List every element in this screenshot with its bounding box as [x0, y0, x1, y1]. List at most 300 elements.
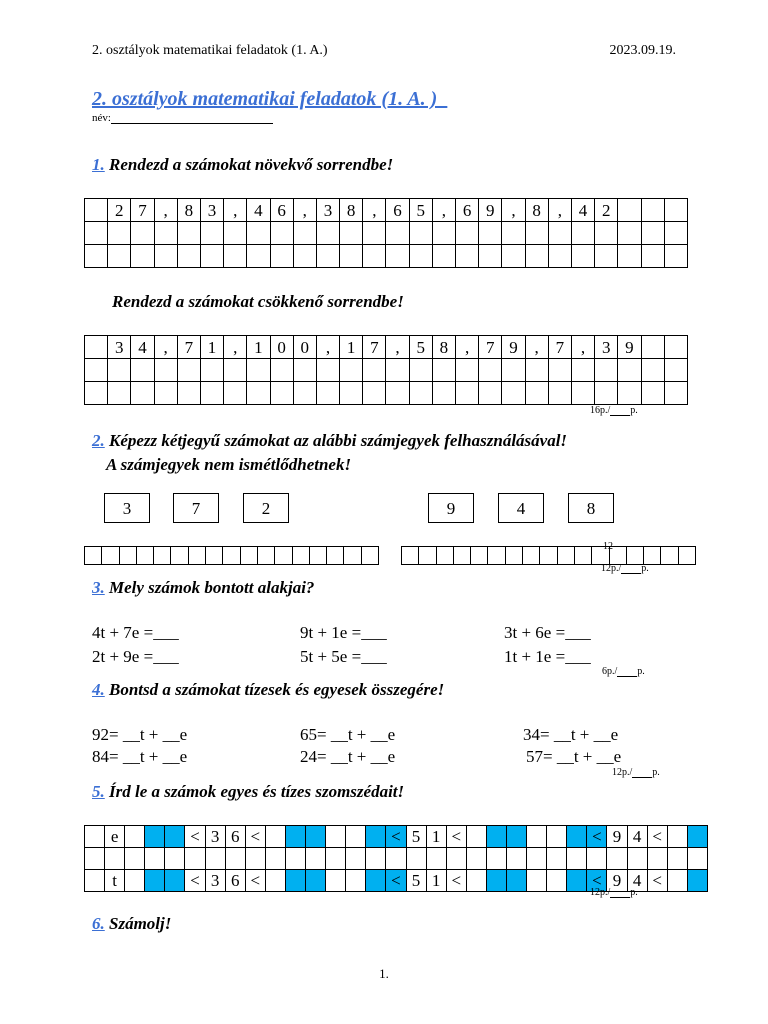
grid-cell: 1	[426, 870, 446, 892]
grid-cell[interactable]	[223, 547, 240, 565]
grid-cell: 7	[548, 336, 571, 359]
grid-cell: 3	[108, 336, 131, 359]
grid-cell[interactable]	[275, 547, 292, 565]
grid-cell[interactable]	[502, 359, 525, 382]
grid-cell[interactable]	[224, 245, 247, 268]
grid-cell[interactable]	[502, 222, 525, 245]
grid-cell[interactable]	[386, 848, 406, 870]
task1-points	[590, 405, 638, 416]
grid-cell[interactable]	[571, 245, 594, 268]
grid-cell[interactable]	[502, 245, 525, 268]
grid-cell[interactable]	[205, 848, 225, 870]
grid-cell[interactable]	[527, 848, 547, 870]
grid-cell[interactable]	[125, 848, 145, 870]
grid-cell: 2	[595, 199, 618, 222]
grid-cell[interactable]	[363, 245, 386, 268]
grid-cell[interactable]	[664, 359, 687, 382]
grid-row	[85, 848, 708, 870]
grid-cell[interactable]	[627, 848, 647, 870]
grid-cell[interactable]	[432, 222, 455, 245]
grid-cell[interactable]	[641, 222, 664, 245]
grid-cell: 8	[432, 336, 455, 359]
grid-cell[interactable]	[419, 547, 436, 565]
task2-points-unit: p.	[641, 563, 649, 574]
grid-cell[interactable]	[270, 222, 293, 245]
task4-heading	[92, 680, 444, 700]
grid-cell: 8	[177, 199, 200, 222]
grid-cell[interactable]	[647, 848, 667, 870]
grid-cell[interactable]	[664, 382, 687, 405]
name-label: név:	[92, 112, 111, 124]
grid-cell[interactable]	[306, 848, 326, 870]
task4-points-unit: p.	[652, 767, 660, 778]
grid-row	[85, 336, 688, 359]
grid-cell[interactable]	[466, 848, 486, 870]
grid-cell[interactable]	[626, 547, 643, 565]
grid-cell	[366, 870, 386, 892]
grid-cell: <	[647, 870, 667, 892]
grid-cell	[687, 826, 707, 848]
grid-cell[interactable]	[456, 382, 479, 405]
grid-cell[interactable]	[567, 848, 587, 870]
grid-cell	[547, 870, 567, 892]
grid-cell: 5	[406, 826, 426, 848]
grid-cell: <	[386, 826, 406, 848]
grid-cell	[306, 870, 326, 892]
grid-cell[interactable]	[479, 245, 502, 268]
grid-cell	[125, 826, 145, 848]
grid-cell[interactable]	[177, 382, 200, 405]
task1-heading-2: Rendezd a számokat csökkenő sorrendbe!	[112, 292, 404, 311]
grid-cell[interactable]	[548, 245, 571, 268]
task2-line2: A számjegyek nem ismétlődhetnek!	[106, 455, 352, 474]
task4-number: 4.	[92, 680, 105, 699]
grid-cell[interactable]	[145, 848, 165, 870]
name-blank[interactable]	[111, 113, 273, 124]
name-field[interactable]	[92, 112, 273, 124]
grid-cell: ,	[154, 199, 177, 222]
grid-cell[interactable]	[165, 848, 185, 870]
grid-cell: 4	[247, 199, 270, 222]
grid-cell[interactable]	[154, 222, 177, 245]
grid-cell	[486, 870, 506, 892]
grid-cell[interactable]	[293, 382, 316, 405]
grid-cell	[667, 870, 687, 892]
grid-cell: 1	[426, 826, 446, 848]
grid-cell: e	[105, 826, 125, 848]
grid-cell[interactable]	[154, 382, 177, 405]
grid-cell[interactable]	[108, 245, 131, 268]
grid-cell[interactable]	[245, 848, 265, 870]
grid-cell[interactable]	[270, 359, 293, 382]
grid-cell[interactable]	[177, 222, 200, 245]
grid-cell[interactable]	[108, 222, 131, 245]
grid-cell[interactable]	[409, 382, 432, 405]
grid-cell: ,	[386, 336, 409, 359]
grid-cell: 9	[502, 336, 525, 359]
grid-cell	[285, 826, 305, 848]
grid-cell	[145, 826, 165, 848]
digit-box: 4	[498, 493, 544, 523]
grid-cell	[85, 336, 108, 359]
grid-cell[interactable]	[664, 222, 687, 245]
grid-cell[interactable]	[402, 547, 419, 565]
grid-cell	[265, 826, 285, 848]
grid-cell: 7	[479, 336, 502, 359]
grid-cell[interactable]	[523, 547, 540, 565]
grid-cell[interactable]	[548, 222, 571, 245]
grid-cell: 3	[205, 870, 225, 892]
grid-cell[interactable]	[386, 222, 409, 245]
grid-cell	[346, 870, 366, 892]
grid-cell: 6	[270, 199, 293, 222]
grid-cell[interactable]	[618, 245, 641, 268]
grid-cell: 8	[340, 199, 363, 222]
grid-cell: 5	[409, 336, 432, 359]
grid-cell[interactable]	[409, 245, 432, 268]
grid-cell[interactable]	[293, 245, 316, 268]
digit-box: 9	[428, 493, 474, 523]
grid-cell: <	[587, 870, 607, 892]
grid-cell[interactable]	[525, 359, 548, 382]
grid-cell[interactable]	[108, 382, 131, 405]
grid-cell[interactable]	[595, 382, 618, 405]
grid-cell[interactable]	[456, 359, 479, 382]
grid-cell[interactable]	[479, 359, 502, 382]
grid-cell[interactable]	[363, 382, 386, 405]
grid-cell[interactable]	[131, 245, 154, 268]
grid-cell[interactable]	[293, 359, 316, 382]
grid-cell: 9	[479, 199, 502, 222]
grid-cell[interactable]	[667, 848, 687, 870]
grid-cell[interactable]	[85, 848, 105, 870]
grid-cell[interactable]	[446, 848, 466, 870]
grid-cell[interactable]	[136, 547, 153, 565]
grid-cell: <	[386, 870, 406, 892]
grid-cell[interactable]	[131, 359, 154, 382]
task5-points	[590, 887, 638, 898]
grid-cell[interactable]	[293, 222, 316, 245]
grid-cell[interactable]	[363, 359, 386, 382]
task4-item: 65= __t + __e	[300, 725, 396, 744]
task4-item: 92= __t + __e	[92, 725, 188, 744]
grid-cell[interactable]	[85, 245, 108, 268]
task3-item: 9t + 1e =___	[300, 623, 387, 642]
grid-cell	[486, 826, 506, 848]
grid-cell	[306, 826, 326, 848]
grid-row	[85, 359, 688, 382]
grid-cell[interactable]	[506, 848, 526, 870]
grid-cell: <	[245, 826, 265, 848]
grid-cell[interactable]	[361, 547, 378, 565]
grid-cell[interactable]	[247, 245, 270, 268]
grid-cell[interactable]	[85, 359, 108, 382]
digit-box: 7	[173, 493, 219, 523]
grid-cell[interactable]	[206, 547, 223, 565]
grid-cell[interactable]	[525, 245, 548, 268]
task1-points-label: 16p./	[590, 405, 611, 416]
grid-cell[interactable]	[270, 382, 293, 405]
grid-row	[85, 382, 688, 405]
task4-item: 24= __t + __e	[300, 747, 396, 766]
grid-cell[interactable]	[587, 848, 607, 870]
grid-cell[interactable]	[595, 245, 618, 268]
grid-cell[interactable]	[316, 222, 339, 245]
task2-number: 2.	[92, 431, 105, 450]
grid-cell[interactable]	[340, 245, 363, 268]
grid-cell[interactable]	[340, 222, 363, 245]
page-title: 2. osztályok matematikai feladatok (1. A. )	[92, 88, 448, 110]
grid-cell[interactable]	[240, 547, 257, 565]
grid-cell[interactable]	[316, 245, 339, 268]
task5-heading	[92, 782, 404, 802]
grid-cell[interactable]	[171, 547, 188, 565]
grid-cell[interactable]	[641, 359, 664, 382]
grid-cell[interactable]	[154, 547, 171, 565]
grid-cell[interactable]	[540, 547, 557, 565]
grid-cell[interactable]	[432, 382, 455, 405]
grid-cell[interactable]	[502, 382, 525, 405]
grid-cell[interactable]	[85, 222, 108, 245]
grid-cell[interactable]	[177, 245, 200, 268]
grid-cell[interactable]	[525, 222, 548, 245]
grid-cell[interactable]	[574, 547, 591, 565]
grid-cell[interactable]	[687, 848, 707, 870]
grid-cell[interactable]	[224, 222, 247, 245]
grid-cell[interactable]	[340, 382, 363, 405]
grid-cell: <	[587, 826, 607, 848]
digit-box: 3	[104, 493, 150, 523]
grid-cell: 2	[108, 199, 131, 222]
grid-cell[interactable]	[618, 359, 641, 382]
grid-cell[interactable]	[225, 848, 245, 870]
grid-cell[interactable]	[386, 359, 409, 382]
grid-cell[interactable]	[85, 547, 102, 565]
grid-cell[interactable]	[571, 359, 594, 382]
grid-cell[interactable]	[641, 245, 664, 268]
grid-cell[interactable]	[309, 547, 326, 565]
grid-cell[interactable]	[453, 547, 470, 565]
grid-row	[402, 547, 696, 565]
grid-cell[interactable]	[426, 848, 446, 870]
grid-cell: 6	[225, 826, 245, 848]
task3-item: 2t + 9e =___	[92, 647, 179, 666]
grid-cell: 4	[627, 826, 647, 848]
grid-cell[interactable]	[224, 359, 247, 382]
grid-cell[interactable]	[185, 848, 205, 870]
grid-cell[interactable]	[488, 547, 505, 565]
grid-cell[interactable]	[479, 382, 502, 405]
task3-item: 4t + 7e =___	[92, 623, 179, 642]
grid-cell[interactable]	[105, 848, 125, 870]
task4-item: 84= __t + __e	[92, 747, 188, 766]
grid-cell[interactable]	[326, 848, 346, 870]
grid-cell: 7	[131, 199, 154, 222]
grid-cell[interactable]	[409, 359, 432, 382]
grid-cell	[125, 870, 145, 892]
grid-cell	[366, 826, 386, 848]
task1-ascending-grid	[84, 198, 688, 268]
grid-cell	[285, 870, 305, 892]
grid-cell[interactable]	[409, 222, 432, 245]
grid-cell	[346, 826, 366, 848]
grid-cell[interactable]	[257, 547, 274, 565]
grid-cell[interactable]	[664, 245, 687, 268]
grid-cell[interactable]	[119, 547, 136, 565]
grid-cell: 4	[131, 336, 154, 359]
grid-cell: 3	[316, 199, 339, 222]
grid-cell: <	[647, 826, 667, 848]
grid-cell	[618, 199, 641, 222]
grid-cell	[326, 870, 346, 892]
grid-cell[interactable]	[327, 547, 344, 565]
task2-answer-grid-right	[401, 546, 696, 565]
grid-cell[interactable]	[154, 359, 177, 382]
grid-cell[interactable]	[432, 245, 455, 268]
task3-text: Mely számok bontott alakjai?	[104, 578, 315, 597]
grid-cell	[165, 826, 185, 848]
grid-cell[interactable]	[200, 222, 223, 245]
grid-cell[interactable]	[456, 245, 479, 268]
grid-cell[interactable]	[618, 382, 641, 405]
grid-cell	[506, 826, 526, 848]
grid-cell[interactable]	[363, 222, 386, 245]
grid-cell[interactable]	[557, 547, 574, 565]
grid-cell	[145, 870, 165, 892]
grid-cell[interactable]	[661, 547, 678, 565]
grid-cell[interactable]	[247, 359, 270, 382]
task4-points-label: 12p./	[612, 767, 633, 778]
grid-cell: 1	[200, 336, 223, 359]
grid-cell[interactable]	[154, 245, 177, 268]
grid-cell[interactable]	[344, 547, 361, 565]
grid-cell[interactable]	[224, 382, 247, 405]
grid-cell[interactable]	[406, 848, 426, 870]
grid-cell[interactable]	[618, 222, 641, 245]
points-blank[interactable]	[610, 406, 630, 416]
grid-cell: ,	[456, 336, 479, 359]
grid-cell[interactable]	[247, 222, 270, 245]
grid-cell[interactable]	[386, 245, 409, 268]
grid-cell[interactable]	[270, 245, 293, 268]
points-blank[interactable]	[621, 564, 641, 574]
grid-cell: ,	[154, 336, 177, 359]
grid-cell: 4	[627, 870, 647, 892]
page-number: 1.	[379, 966, 389, 981]
grid-cell[interactable]	[471, 547, 488, 565]
grid-cell[interactable]	[131, 222, 154, 245]
grid-cell[interactable]	[200, 359, 223, 382]
task3-item: 5t + 5e =___	[300, 647, 387, 666]
points-blank[interactable]	[617, 667, 637, 677]
grid-cell[interactable]	[571, 382, 594, 405]
grid-cell[interactable]	[108, 359, 131, 382]
grid-cell	[466, 826, 486, 848]
grid-cell: <	[446, 870, 466, 892]
grid-cell[interactable]	[595, 359, 618, 382]
grid-cell[interactable]	[505, 547, 522, 565]
grid-cell[interactable]	[644, 547, 661, 565]
grid-cell[interactable]	[285, 848, 305, 870]
grid-cell[interactable]	[316, 359, 339, 382]
grid-cell[interactable]	[85, 382, 108, 405]
grid-cell[interactable]	[571, 222, 594, 245]
task3-item: 3t + 6e =___	[504, 623, 591, 642]
grid-cell[interactable]	[340, 359, 363, 382]
grid-cell: 7	[177, 336, 200, 359]
grid-cell[interactable]	[247, 382, 270, 405]
grid-cell[interactable]	[595, 222, 618, 245]
grid-cell[interactable]	[346, 848, 366, 870]
points-blank[interactable]	[632, 768, 652, 778]
grid-cell: 1	[247, 336, 270, 359]
grid-cell	[165, 870, 185, 892]
grid-cell[interactable]	[386, 382, 409, 405]
task1-points-unit: p.	[630, 405, 638, 416]
grid-cell	[567, 870, 587, 892]
grid-cell[interactable]	[486, 848, 506, 870]
header-title: 2. osztályok matematikai feladatok (1. A.)	[92, 43, 328, 58]
grid-cell[interactable]	[102, 547, 119, 565]
grid-cell: 5	[409, 199, 432, 222]
task2-answer-grid-left	[84, 546, 379, 565]
grid-cell[interactable]	[292, 547, 309, 565]
task1-number: 1.	[92, 155, 105, 174]
grid-cell[interactable]	[525, 382, 548, 405]
task4-item: 34= __t + __e	[523, 725, 619, 744]
grid-cell[interactable]	[131, 382, 154, 405]
grid-cell[interactable]	[432, 359, 455, 382]
grid-cell[interactable]	[316, 382, 339, 405]
grid-cell: <	[185, 826, 205, 848]
grid-cell[interactable]	[188, 547, 205, 565]
grid-cell[interactable]	[456, 222, 479, 245]
grid-cell: <	[446, 826, 466, 848]
grid-cell[interactable]	[436, 547, 453, 565]
grid-cell[interactable]	[641, 382, 664, 405]
grid-cell	[506, 870, 526, 892]
task4-item: 57= __t + __e	[526, 747, 622, 766]
grid-cell	[85, 870, 105, 892]
task3-points-label: 6p./	[602, 666, 618, 677]
grid-cell	[527, 870, 547, 892]
grid-cell: 0	[270, 336, 293, 359]
grid-cell	[265, 870, 285, 892]
grid-cell[interactable]	[548, 382, 571, 405]
grid-cell[interactable]	[548, 359, 571, 382]
header-date: 2023.09.19.	[609, 43, 676, 58]
grid-row	[85, 245, 688, 268]
grid-cell: ,	[502, 199, 525, 222]
grid-cell[interactable]	[479, 222, 502, 245]
grid-cell[interactable]	[607, 848, 627, 870]
grid-cell[interactable]	[177, 359, 200, 382]
points-blank[interactable]	[610, 888, 630, 898]
task1-text: Rendezd a számokat növekvő sorrendbe!	[104, 155, 394, 174]
grid-cell[interactable]	[200, 382, 223, 405]
grid-cell[interactable]	[265, 848, 285, 870]
grid-cell: 9	[618, 336, 641, 359]
grid-cell[interactable]	[200, 245, 223, 268]
task2-points-label: 12p./	[601, 563, 622, 574]
task5-points-label: 12p./	[590, 887, 611, 898]
grid-cell: 4	[571, 199, 594, 222]
task6-number: 6.	[92, 914, 105, 933]
grid-cell: <	[245, 870, 265, 892]
grid-cell[interactable]	[366, 848, 386, 870]
grid-cell[interactable]	[678, 547, 695, 565]
grid-cell[interactable]	[547, 848, 567, 870]
